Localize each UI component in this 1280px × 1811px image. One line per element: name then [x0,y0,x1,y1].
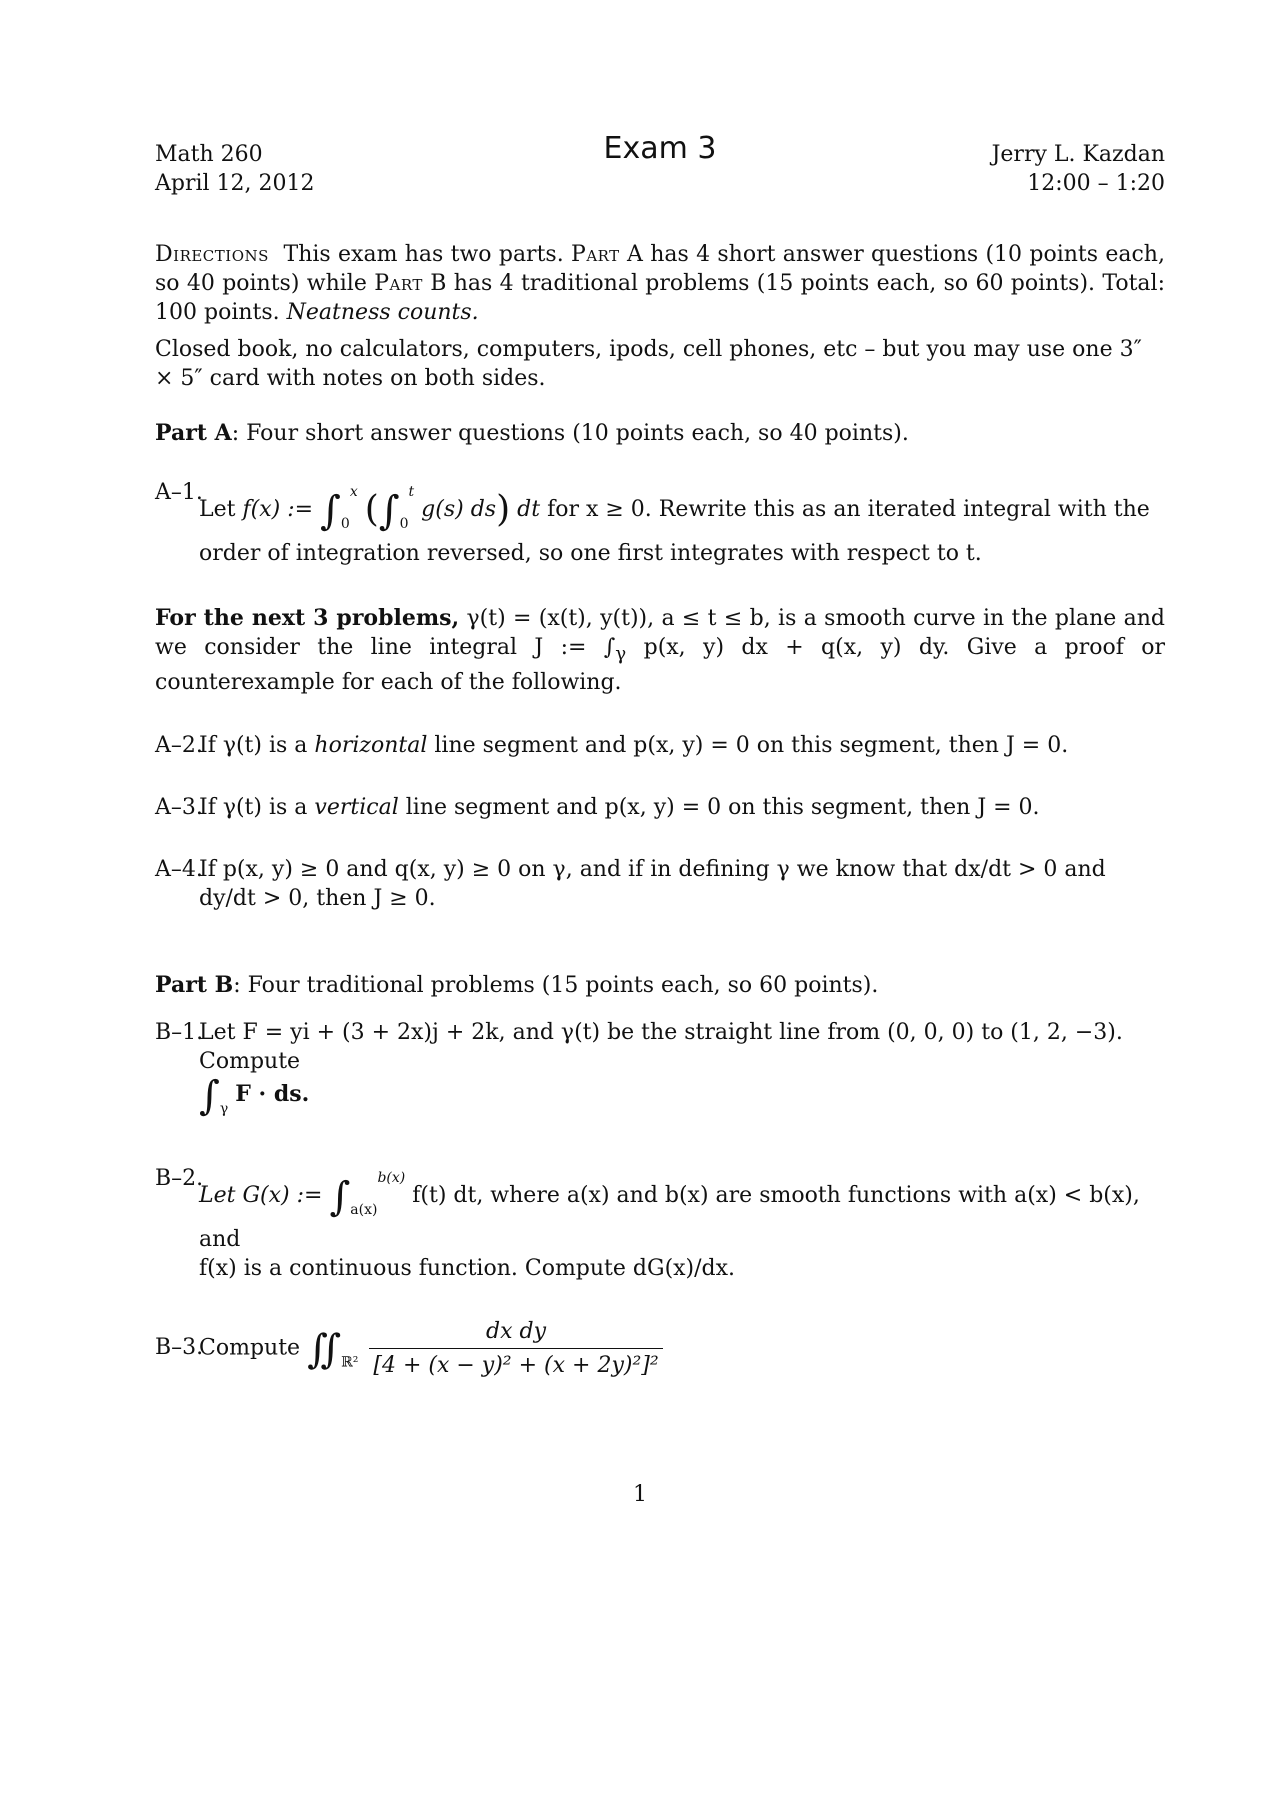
problem-number: A–2. [155,733,203,759]
directions: Directions This exam has two parts. Part A has 4 short answer questions (10 points each, so 40 points) while Part B has 4 traditional problems (15 points each, so 60 points). Total: 100 points. Neatness counts. [155,242,1165,325]
problem-a4: A–4. If p(x, y) ≥ 0 and q(x, y) ≥ 0 on γ, and if in defining γ we know that dx/dt > 0 and dy/dt > 0, then J ≥ 0. [155,857,1106,912]
integral-sign-icon: ∫ [378,488,400,534]
instructor-name: Jerry L. Kazdan [991,142,1165,167]
page-number: 1 [633,1482,647,1507]
exam-header [155,131,1165,204]
integral-sign-icon: ∫ [320,488,341,534]
problem-b3: B–3. Compute $∬_{ℝ^2}$ $\frac{\text{dx dy}}{\text{[4 + (x − y)² + (x + 2y)²]²}}$ [155,1317,1165,1380]
neatness-note: Neatness counts. [286,300,479,325]
exam-rules: Closed book, no calculators, computers, ipods, cell phones, etc – but you may use one 3″ × 5″ card with notes on both sides. [155,337,1142,391]
integrand-fraction: $\frac{\text{dx dy}}{\text{[4 + (x − y)² + (x + 2y)²]²}}$ [369,1317,662,1380]
part-b-heading: Part B: Four traditional problems (15 points each, so 60 points). [155,972,879,999]
problem-number: A–4. [155,857,203,883]
exam-date: April 12, 2012 [155,171,315,196]
problem-a1: A–1. Let f(x) := $\int_0^x$ ($\int_0^t$ g(s) ds) dt for x ≥ 0. Rewrite this as an iterated integral with the order of integration reversed, so one first integrates with respect to t. [155,480,1150,566]
problem-number: A–1. [155,480,203,505]
exam-time: 12:00 – 1:20 [1027,171,1165,196]
line-integral-intro: For the next 3 problems, γ(t) = (x(t), y(t)), a ≤ t ≤ b, is a smooth curve in the plane and we consider the line integral J := $\int_\gamma$ p(x, y) dx + q(x, y) dy. Give a proof or counterexample for each of the following. [155,605,1166,696]
problem-number: B–3. [155,1335,204,1361]
problem-number: B–1. [155,1020,204,1046]
double-integral-icon: ∬ [307,1326,342,1373]
problem-a3: A–3. If γ(t) is a vertical line segment and p(x, y) = 0 on this segment, then J = 0. [155,795,1040,821]
integral-sign-icon: ∫ [329,1174,351,1221]
integral-sign-icon: ∫ [199,1073,220,1120]
problem-number: A–3. [155,795,203,821]
problem-number: B–2. [155,1166,204,1192]
exam-page [155,131,1166,1380]
problem-b2: B–2. Let G(x) := $\int_{a(x)}^{b(x)}$ f(t) dt, where a(x) and b(x) are smooth functions with a(x) < b(x), and f(x) is a continuous function. Compute dG(x)/dx. [155,1166,1140,1282]
course-name: Math 260 [155,142,263,167]
part-a-heading: Part A: Four short answer questions (10 points each, so 40 points). [155,420,909,446]
directions-label: Directions [155,242,269,267]
header-right [992,140,1165,198]
exam-title: Exam 3 [603,131,717,166]
problem-b1: B–1. Let F = yi + (3 + 2x)j + 2k, and γ(t) be the straight line from (0, 0, 0) to (1, 2, −3). Compute $\int_\gamma$ F · ds. [155,1020,1123,1120]
problem-a2: A–2. If γ(t) is a horizontal line segment and p(x, y) = 0 on this segment, then J = 0. [155,733,1069,759]
